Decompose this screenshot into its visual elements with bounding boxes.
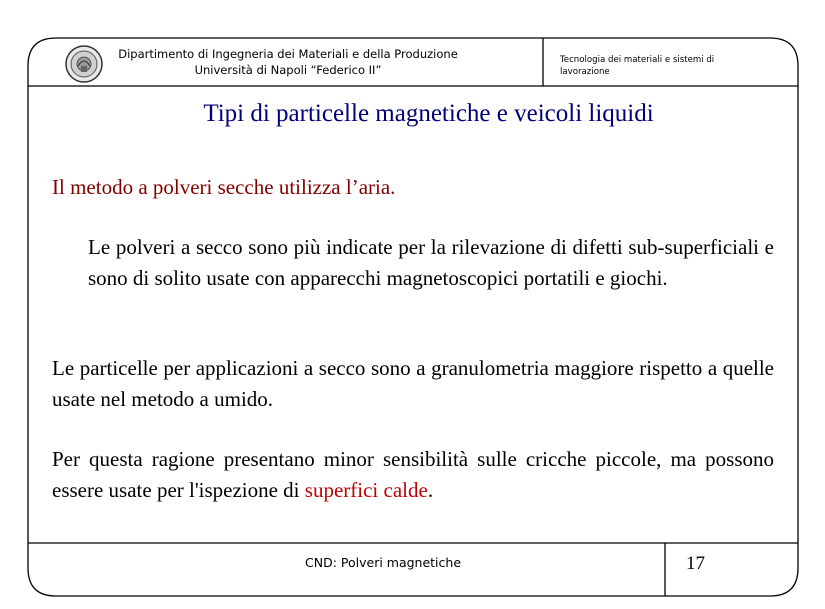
- course-header: [560, 54, 760, 78]
- sensitivity-end: .: [427, 478, 434, 502]
- paragraph-dry-powder-usage: Le polveri a secco sono più indicate per la rilevazione di difetti sub-superficiali e sono di solito usate con apparecchi magnetoscopici portatili e giochi.: [88, 235, 774, 290]
- slide-title: Tipi di particelle magnetiche e veicoli liquidi: [203, 100, 654, 127]
- hot-surfaces-highlight: superfici calde: [304, 478, 428, 502]
- footer-label: CND: Polveri magnetiche: [305, 555, 462, 570]
- paragraph-sensitivity: [52, 444, 774, 506]
- university-name: Università di Napoli “Federico II”: [194, 63, 382, 77]
- department-name: Dipartimento di Ingegneria dei Materiali e della Produzione: [118, 47, 458, 61]
- page-number: 17: [686, 553, 705, 574]
- department-header: [108, 46, 468, 78]
- paragraph-dry-powder-method: Il metodo a polveri secche utilizza l’aria.: [52, 175, 396, 199]
- paragraph-particle-size: Le particelle per applicazioni a secco sono a granulometria maggiore rispetto a quelle usate nel metodo a umido.: [52, 356, 774, 411]
- course-name-line1: Tecnologia dei materiali e sistemi di: [560, 55, 715, 65]
- course-name-line2: lavorazione: [560, 67, 610, 77]
- sensitivity-text: Per questa ragione presentano minor sensibilità sulle cricche piccole, ma possono essere usate per l'ispezione di: [52, 447, 774, 502]
- university-seal-icon: [64, 44, 104, 84]
